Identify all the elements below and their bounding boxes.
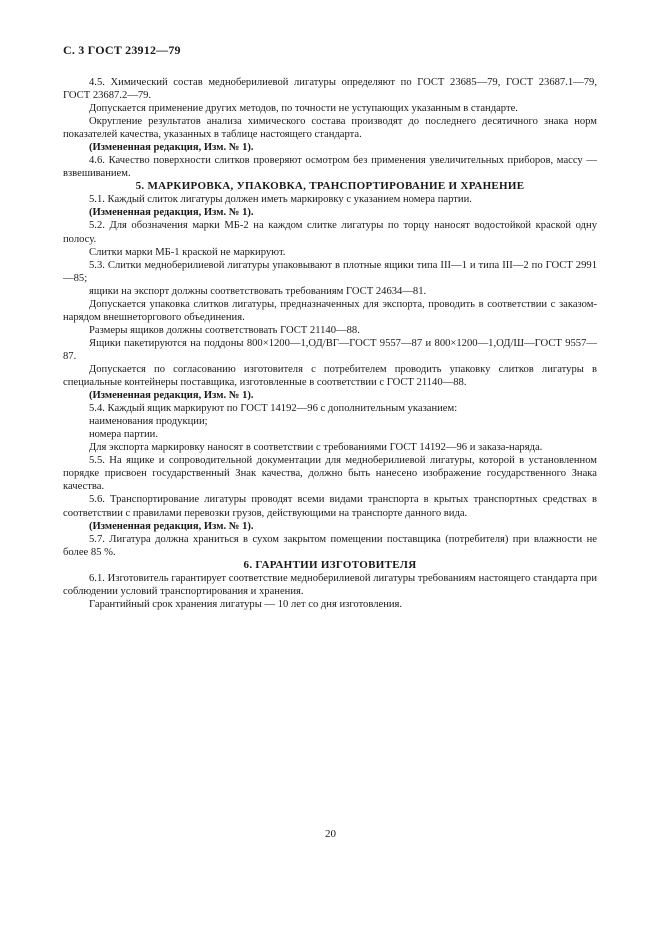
paragraph: 5.6. Транспортирование лигатуры проводят всеми видами транспорта в крытых транспортных средствах в соответствии с правилами перевозки грузов, действующими на транспорте данного вида.	[63, 494, 597, 519]
section-6-body	[63, 572, 597, 611]
page-header: С. 3 ГОСТ 23912—79	[63, 43, 181, 57]
paragraph: 5.2. Для обозначения марки МБ-2 на каждом слитке лигатуры по торцу наносят водостойкой краской одну полосу.	[63, 220, 597, 245]
paragraph: наименования продукции;	[89, 416, 208, 428]
amendment-note: (Измененная редакция, Изм. № 1).	[89, 207, 254, 219]
section-4-tail	[63, 76, 597, 180]
paragraph: Гарантийный срок хранения лигатуры — 10 лет со дня изготовления.	[89, 598, 403, 610]
paragraph: Размеры ящиков должны соответствовать ГОСТ 21140—88.	[89, 324, 360, 336]
paragraph: Для экспорта маркировку наносят в соответствии с требованиями ГОСТ 14192—96 и заказа-наряда.	[89, 442, 543, 454]
paragraph: Округление результатов анализа химического состава производят до последнего десятичного знака норм показателей качества, указанных в таблице настоящего стандарта.	[63, 116, 597, 141]
paragraph: 4.6. Качество поверхности слитков проверяют осмотром без применения увеличительных приборов, массу — взвешиванием.	[63, 155, 597, 180]
paragraph: ящики на экспорт должны соответствовать требованиям ГОСТ 24634—81.	[89, 285, 427, 297]
paragraph: Слитки марки МБ-1 краской не маркируют.	[89, 246, 286, 258]
section-5-body	[63, 193, 597, 558]
paragraph: 5.7. Лигатура должна храниться в сухом закрытом помещении поставщика (потребителя) при влажности не более 85 %.	[63, 533, 597, 558]
paragraph: Ящики пакетируются на поддоны 800×1200—1,ОД/ВГ—ГОСТ 9557—87 и 800×1200—1,ОД/Ш—ГОСТ 9557—87.	[63, 337, 597, 362]
page-content	[63, 76, 597, 611]
amendment-note: (Измененная редакция, Изм. № 1).	[89, 390, 254, 402]
amendment-note: (Измененная редакция, Изм. № 1).	[89, 142, 254, 154]
section-6-title: 6. ГАРАНТИИ ИЗГОТОВИТЕЛЯ	[243, 558, 417, 571]
paragraph: Допускается по согласованию изготовителя с потребителем проводить упаковку слитков лигатуры в специальные контейнеры поставщика, изготовленные в соответствии с ГОСТ 21140—88.	[63, 363, 597, 389]
page-number: 20	[325, 828, 336, 840]
paragraph: Допускается упаковка слитков лигатуры, предназначенных для экспорта, проводить в соответствии с заказом-нарядом внешнеторгового объединения.	[63, 298, 597, 323]
paragraph: Допускается применение других методов, по точности не уступающих указанным в стандарте.	[89, 103, 518, 115]
paragraph: 6.1. Изготовитель гарантирует соответствие медноберилиевой лигатуры требованиям настоящего стандарта при соблюдении условий транспортирования и хранения.	[63, 572, 597, 597]
paragraph: 4.5. Химический состав медноберилиевой лигатуры определяют по ГОСТ 23685—79, ГОСТ 23687.1—79, ГОСТ 23687.2—79.	[63, 77, 597, 102]
paragraph: 5.1. Каждый слиток лигатуры должен иметь маркировку с указанием номера партии.	[89, 194, 472, 206]
paragraph: 5.5. На ящике и сопроводительной документации для медноберилиевой лигатуры, которой в установленном порядке присвоен государственный Знак качества, должно быть нанесено изображение государственного Знака качества.	[63, 455, 597, 493]
paragraph: 5.4. Каждый ящик маркируют по ГОСТ 14192—96 с дополнительным указанием:	[89, 403, 458, 415]
section-5-title: 5. МАРКИРОВКА, УПАКОВКА, ТРАНСПОРТИРОВАНИЕ И ХРАНЕНИЕ	[135, 180, 525, 193]
paragraph: номера партии.	[89, 429, 158, 441]
paragraph: 5.3. Слитки медноберилиевой лигатуры упаковывают в плотные ящики типа III—1 и типа III—2 по ГОСТ 2991—85;	[63, 259, 597, 284]
amendment-note: (Измененная редакция, Изм. № 1).	[89, 520, 254, 532]
